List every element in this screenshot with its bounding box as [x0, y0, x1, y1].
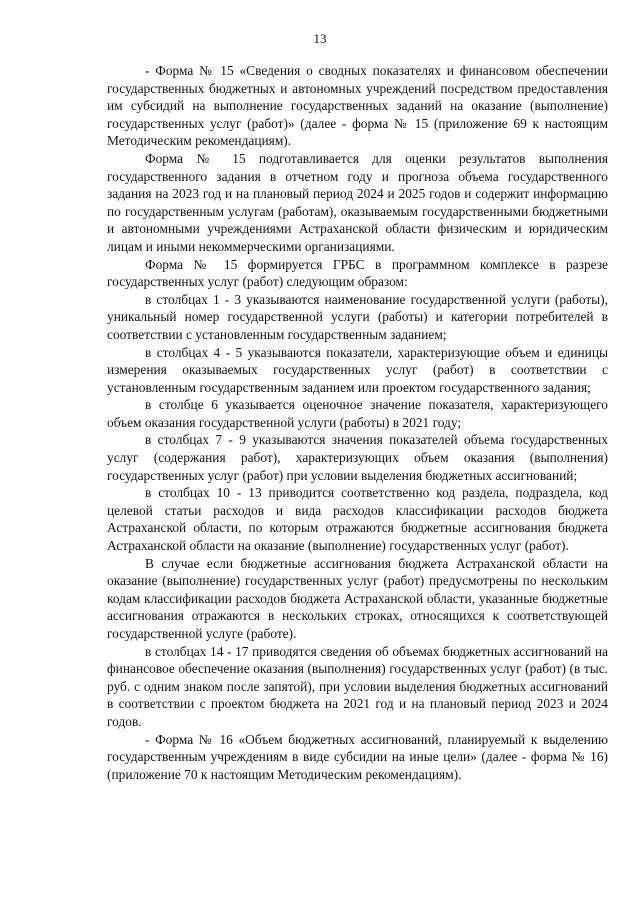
paragraph-form-15-purpose: Форма № 15 подготавливается для оценки результатов выполнения государственного задания в отчетном году и прогноза объема государственного задания на 2023 год и на плановый период 2024 и 2025 годов и содержит информацию по государственным услугам (работам), оказываемым государственными бюджетными и автономными учреждениями Астраханской области физическим и юридическим лицам и иными некоммерческими организациями.: [107, 150, 608, 254]
paragraph-columns-10-13: в столбцах 10 - 13 приводится соответственно код раздела, подраздела, код целевой статьи расходов и вида расходов классификации расходов бюджета Астраханской области, по которым отражаются бюджетные ассигнования бюджета Астраханской области на оказание (выполнение) государственных услуг (работ).: [107, 485, 608, 554]
paragraph-form-16-title: - Форма № 16 «Объем бюджетных ассигнований, планируемый к выделению государственным учреждениям в виде субсидии на иные цели» (далее - форма № 16) (приложение 70 к настоящим Методическим рекомендациям).: [107, 731, 608, 782]
paragraph-column-6: в столбце 6 указывается оценочное значение показателя, характеризующего объем оказания государственной услуги (работы) в 2021 году;: [107, 397, 608, 430]
document-body: [107, 62, 608, 783]
paragraph-form-15-formation: Форма № 15 формируется ГРБС в программном комплексе в разрезе государственных услуг (работ) следующим образом:: [107, 256, 608, 290]
paragraph-form-15-title: - Форма № 15 «Сведения о сводных показателях и финансовом обеспечении государственных бюджетных и автономных учреждений посредством предоставления им субсидий на выполнение государственных заданий на оказание (выполнение) государственных услуг (работ)» (далее - форма № 15 (приложение 69 к настоящим Методическим рекомендациям).: [107, 63, 608, 149]
paragraph-columns-14-17: в столбцах 14 - 17 приводятся сведения об объемах бюджетных ассигнований на финансовое обеспечение оказания (выполнения) государственных услуг (работ) (в тыс. руб. с одним знаком после запятой), при условии выделения бюджетных ассигнований в соответствии с проектом бюджета на 2021 год и на плановый период 2023 и 2024 годов.: [107, 643, 608, 729]
paragraph-multiple-codes: В случае если бюджетные ассигнования бюджета Астраханской области на оказание (выполнение) государственных услуг (работ) предусмотрены по нескольким кодам классификации расходов бюджета Астраханской области, указанные бюджетные ассигнования отражаются в нескольких строках, относящихся к соответствующей государственной услуге (работе).: [107, 555, 608, 641]
paragraph-columns-1-3: в столбцах 1 - 3 указываются наименование государственной услуги (работы), уникальный номер государственной услуги (работы) и категории потребителей в соответствии с установленным государственным заданием;: [107, 291, 608, 342]
paragraph-columns-4-5: в столбцах 4 - 5 указываются показатели, характеризующие объем и единицы измерения оказываемых государственных услуг (работ) в соответствии с установленным государственным заданием или проектом государственного задания;: [107, 344, 608, 395]
page-number: 13: [313, 31, 327, 46]
paragraph-columns-7-9: в столбцах 7 - 9 указываются значения показателей объема государственных услуг (содержания работ), характеризующих объем оказания (выполнения) государственных услуг (работ) при условии выделения бюджетных ассигнований;: [107, 432, 608, 483]
